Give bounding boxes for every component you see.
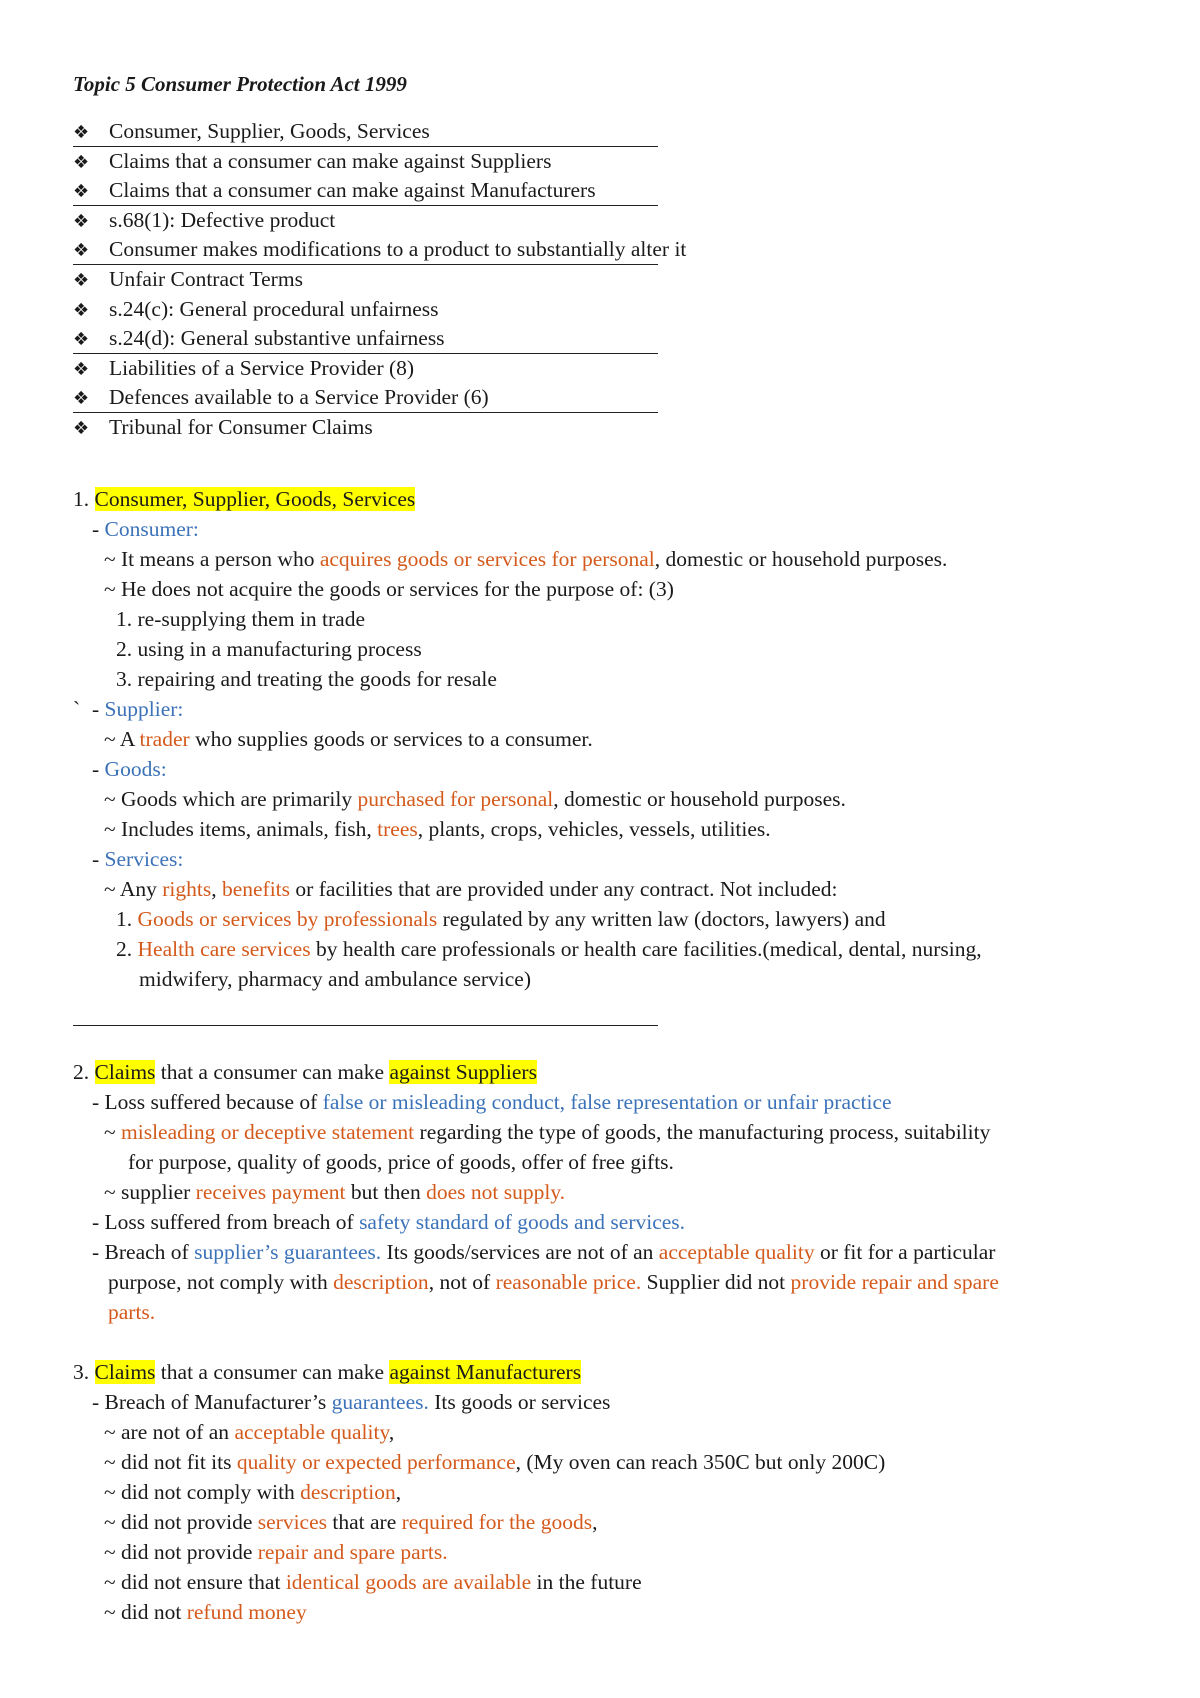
claim-line: ~ did not fit its quality or expected performance, (My oven can reach 350C but only 200C) [104, 1450, 886, 1474]
services-exclusion: 2. Health care services by health care professionals or health care facilities.(medical, dental, nursing, [116, 937, 982, 961]
diamond-bullet-icon: ❖ [73, 122, 90, 143]
diamond-bullet-icon: ❖ [73, 388, 90, 410]
claim-line: ~ did not provide repair and spare parts. [104, 1540, 448, 1564]
section-2-heading: 2. Claims that a consumer can make against Suppliers [73, 1060, 537, 1084]
diamond-bullet-icon: ❖ [73, 181, 90, 203]
diamond-bullet-icon: ❖ [73, 240, 90, 262]
claim-line: - Loss suffered because of false or misleading conduct, false representation or unfair practice [92, 1090, 892, 1114]
goods-includes: ~ Includes items, animals, fish, trees, plants, crops, vehicles, vessels, utilities. [104, 817, 771, 841]
outline-item: ❖ Tribunal for Consumer Claims [73, 413, 658, 443]
claim-line: ~ did not ensure that identical goods are available in the future [104, 1570, 642, 1594]
diamond-bullet-icon: ❖ [73, 210, 90, 232]
exclusion-item: 3. repairing and treating the goods for resale [116, 667, 497, 691]
diamond-bullet-icon: ❖ [73, 358, 90, 380]
outline-item: ❖ Unfair Contract Terms [73, 265, 658, 295]
claim-line: ~ are not of an acceptable quality, [104, 1420, 395, 1444]
claim-line: for purpose, quality of goods, price of goods, offer of free gifts. [128, 1150, 674, 1174]
diamond-bullet-icon: ❖ [73, 417, 90, 439]
claim-line: ~ did not refund money [104, 1600, 307, 1624]
consumer-subheading: - Consumer: [92, 517, 199, 541]
claim-line: ~ did not comply with description, [104, 1480, 402, 1504]
diamond-bullet-icon: ❖ [73, 299, 90, 321]
section-divider [73, 1025, 658, 1026]
diamond-bullet-icon: ❖ [73, 269, 90, 291]
exclusion-item: 2. using in a manufacturing process [116, 637, 422, 661]
supplier-definition: ~ A trader who supplies goods or services to a consumer. [104, 727, 593, 751]
outline-item: ❖ s.68(1): Defective product [73, 206, 658, 236]
diamond-bullet-icon: ❖ [73, 329, 90, 351]
goods-definition: ~ Goods which are primarily purchased for personal, domestic or household purposes. [104, 787, 846, 811]
claim-line: - Breach of Manufacturer’s guarantees. Its goods or services [92, 1390, 611, 1414]
services-exclusion-continued: midwifery, pharmacy and ambulance service) [139, 967, 531, 991]
section-3-heading: 3. Claims that a consumer can make against Manufacturers [73, 1360, 582, 1384]
claim-line: ~ supplier receives payment but then does not supply. [104, 1180, 566, 1204]
outline-item: ❖ Consumer, Supplier, Goods, Services [73, 117, 658, 147]
section-1-heading: 1. Consumer, Supplier, Goods, Services [73, 487, 416, 511]
topic-outline [73, 117, 687, 443]
consumer-exclusions: ~ He does not acquire the goods or services for the purpose of: (3) [104, 577, 674, 601]
outline-item: ❖ Consumer makes modifications to a product to substantially alter it [73, 235, 658, 265]
claim-line: purpose, not comply with description, not of reasonable price. Supplier did not provide repair and spare [108, 1270, 999, 1294]
claim-line: - Loss suffered from breach of safety standard of goods and services. [92, 1210, 686, 1234]
supplier-subheading: - Supplier: [92, 697, 184, 721]
outline-item: ❖ Claims that a consumer can make against Suppliers [73, 147, 658, 177]
services-subheading: - Services: [92, 847, 184, 871]
outline-item: ❖ s.24(c): General procedural unfairness [73, 295, 658, 325]
claim-line: - Breach of supplier’s guarantees. Its goods/services are not of an acceptable quality or fit for a particular [92, 1240, 996, 1264]
outline-item: ❖ s.24(d): General substantive unfairness [73, 324, 658, 354]
claim-line: ~ did not provide services that are required for the goods, [104, 1510, 598, 1534]
stray-mark: ` [73, 697, 81, 721]
document-title: Topic 5 Consumer Protection Act 1999 [73, 72, 407, 96]
outline-item: ❖ Defences available to a Service Provider (6) [73, 383, 658, 413]
consumer-definition: ~ It means a person who acquires goods or services for personal, domestic or household purposes. [104, 547, 948, 571]
services-exclusion: 1. Goods or services by professionals regulated by any written law (doctors, lawyers) and [116, 907, 886, 931]
outline-item: ❖ Liabilities of a Service Provider (8) [73, 354, 658, 384]
services-definition: ~ Any rights, benefits or facilities that are provided under any contract. Not included: [104, 877, 838, 901]
diamond-bullet-icon: ❖ [73, 151, 90, 173]
claim-line: ~ misleading or deceptive statement regarding the type of goods, the manufacturing process, suitability [104, 1120, 991, 1144]
goods-subheading: - Goods: [92, 757, 167, 781]
outline-item: ❖ Claims that a consumer can make against Manufacturers [73, 176, 658, 206]
claim-line: parts. [108, 1300, 156, 1324]
exclusion-item: 1. re-supplying them in trade [116, 607, 365, 631]
